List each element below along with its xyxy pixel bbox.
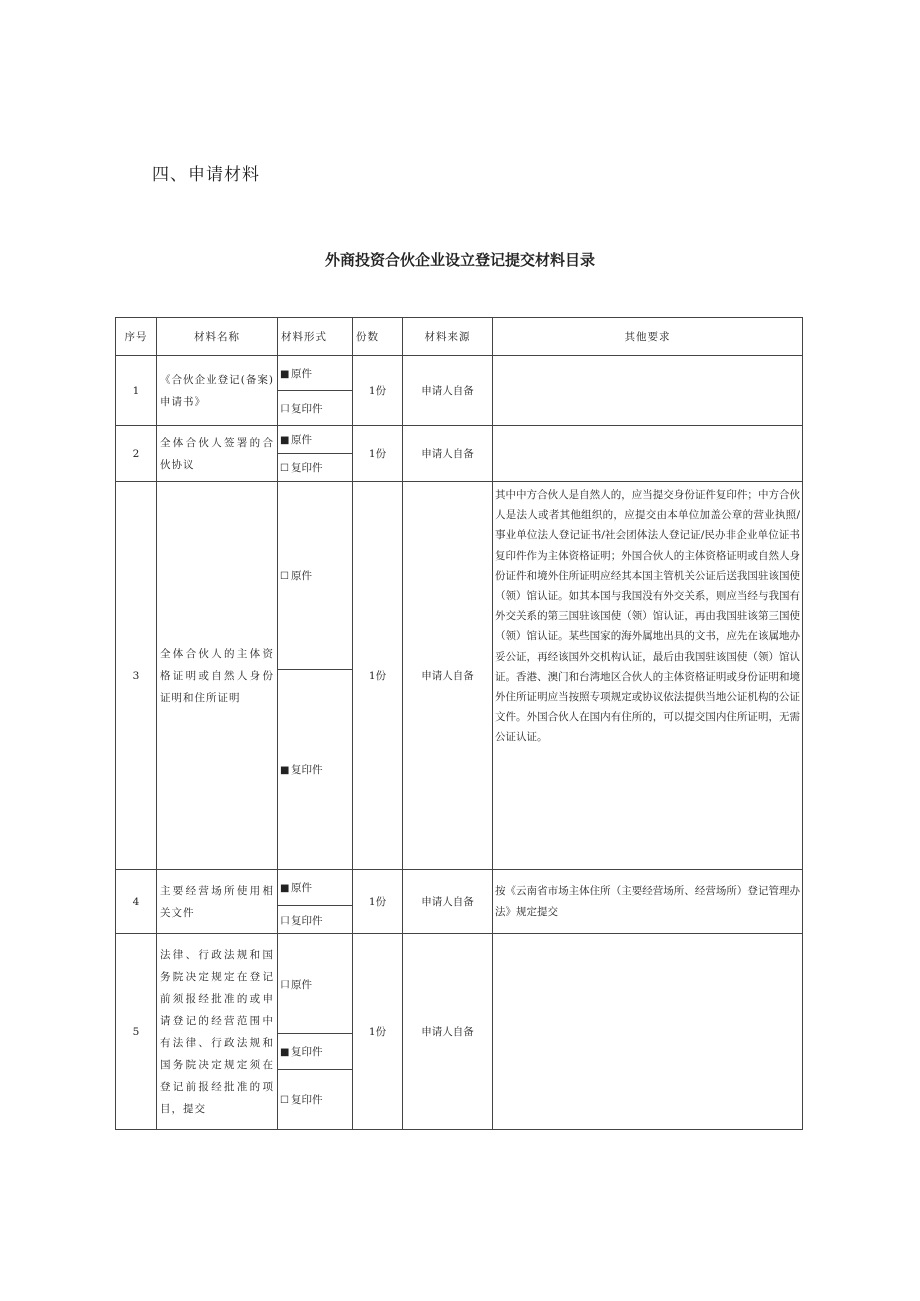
row-material-name: 《合伙企业登记(备案)申请书》 — [157, 356, 278, 426]
row-copies: 1份 — [353, 870, 403, 934]
square-checkbox-icon: 口 — [280, 915, 290, 927]
form-label: 复印件 — [291, 462, 323, 474]
row-source: 申请人自备 — [403, 870, 493, 934]
table-row — [116, 356, 803, 391]
table-row — [116, 870, 803, 906]
square-checkbox-icon: ☐ — [280, 1095, 289, 1106]
form-label: 复印件 — [291, 1046, 323, 1058]
square-checkbox-icon: ☐ — [280, 463, 289, 474]
row-index: 1 — [116, 356, 157, 426]
form-label: 原件 — [291, 434, 312, 446]
row-requirements — [493, 934, 803, 1130]
form-option — [278, 454, 353, 482]
form-option — [278, 870, 353, 906]
row-index: 2 — [116, 426, 157, 482]
square-checkbox-icon: ■ — [280, 765, 290, 776]
header-name: 材料名称 — [157, 318, 278, 356]
row-material-name: 主要经营场所使用相关文件 — [157, 870, 278, 934]
square-checkbox-icon: ■ — [280, 435, 290, 446]
section-heading: 四、申请材料 — [152, 165, 260, 185]
row-source: 申请人自备 — [403, 426, 493, 482]
row-copies: 1份 — [353, 482, 403, 870]
header-form: 材料形式 — [278, 318, 353, 356]
square-checkbox-icon: 口 — [280, 979, 290, 991]
row-requirements: 其中中方合伙人是自然人的，应当提交身份证件复印件；中方合伙人是法人或者其他组织的，应提交由本单位加盖公章的营业执照/事业单位法人登记证书/社会团体法人登记证/民办非企业单位证书复印件作为主体资格证明；外国合伙人的主体资格证明或自然人身份证件和境外住所证明应经其本国主管机关公证后送我国驻该国使（领）馆认证。如其本国与我国没有外交关系，则应当经与我国有外交关系的第三国驻该国使（领）馆认证，再由我国驻该第三国使（领）馆认证。某些国家的海外属地出具的文书，应先在该属地办妥公证，再经该国外交机构认证，最后由我国驻该国使（领）馆认证。香港、澳门和台湾地区合伙人的主体资格证明或身份证明和境外住所证明应当按照专项规定或协议依法提供当地公证机构的公证文件。外国合伙人在国内有住所的，可以提交国内住所证明，无需公证认证。 — [493, 482, 803, 870]
row-copies: 1份 — [353, 426, 403, 482]
form-label: 复印件 — [291, 764, 323, 776]
form-option — [278, 391, 353, 426]
form-label: 原件 — [291, 367, 312, 380]
square-checkbox-icon: ■ — [280, 1047, 290, 1058]
row-requirements: 按《云南省市场主体住所（主要经营场所、经营场所）登记管理办法》规定提交 — [493, 870, 803, 934]
document-title: 外商投资合伙企业设立登记提交材料目录 — [324, 251, 595, 269]
form-option — [278, 1034, 353, 1070]
square-checkbox-icon: ■ — [280, 883, 290, 894]
form-option — [278, 906, 353, 934]
row-copies: 1份 — [353, 356, 403, 426]
row-copies: 1份 — [353, 934, 403, 1130]
row-requirements — [493, 356, 803, 426]
form-option — [278, 426, 353, 454]
form-option — [278, 482, 353, 670]
row-requirements — [493, 426, 803, 482]
table-header-row — [116, 318, 803, 356]
header-source: 材料来源 — [403, 318, 493, 356]
form-label: 原件 — [291, 570, 312, 582]
form-label: 原件 — [291, 978, 312, 991]
table-row — [116, 482, 803, 670]
form-label: 复印件 — [291, 1094, 323, 1106]
form-label: 原件 — [291, 882, 312, 894]
row-source: 申请人自备 — [403, 482, 493, 870]
square-checkbox-icon: ☐ — [280, 571, 289, 582]
form-label: 复印件 — [291, 914, 323, 927]
row-index: 5 — [116, 934, 157, 1130]
row-source: 申请人自备 — [403, 934, 493, 1130]
header-requirements: 其他要求 — [493, 318, 803, 356]
row-index: 4 — [116, 870, 157, 934]
form-option — [278, 356, 353, 391]
row-material-name: 法律、行政法规和国务院决定规定在登记前须报经批准的或申请登记的经营范围中有法律、行政法规和国务院决定规定须在登记前报经批准的项目，提交 — [157, 934, 278, 1130]
square-checkbox-icon: 口 — [280, 404, 290, 415]
row-index: 3 — [116, 482, 157, 870]
form-option — [278, 1070, 353, 1130]
row-material-name: 全体合伙人签署的合伙协议 — [157, 426, 278, 482]
table-row — [116, 426, 803, 454]
header-copies: 份数 — [353, 318, 403, 356]
form-option — [278, 670, 353, 870]
square-checkbox-icon: ■ — [280, 368, 290, 380]
row-source: 申请人自备 — [403, 356, 493, 426]
form-option — [278, 934, 353, 1034]
table-row — [116, 934, 803, 1034]
materials-table — [115, 317, 803, 1130]
row-material-name: 全体合伙人的主体资格证明或自然人身份证明和住所证明 — [157, 482, 278, 870]
header-index: 序号 — [116, 318, 157, 356]
form-label: 复印件 — [291, 403, 323, 415]
